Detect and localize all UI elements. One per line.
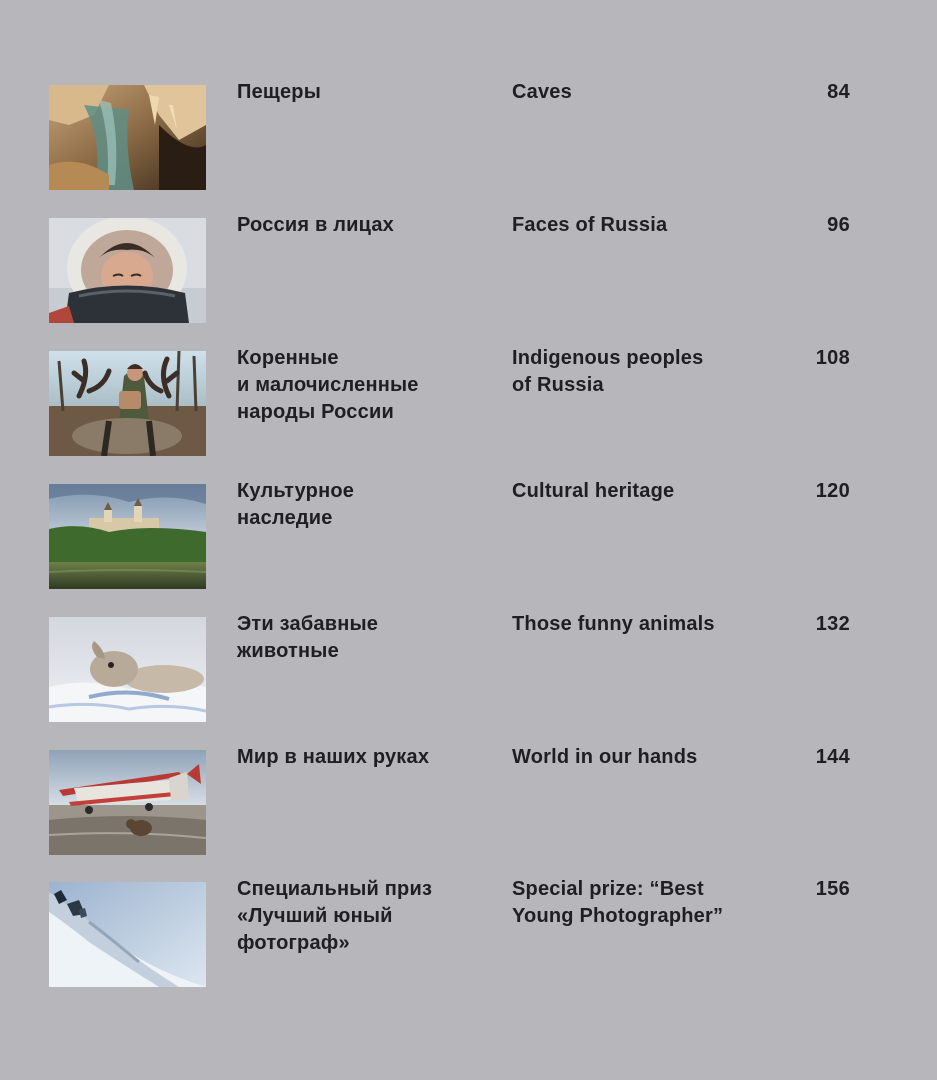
- toc-page-number: 144: [815, 746, 850, 768]
- toc-page-number: 84: [827, 81, 850, 103]
- toc-entry-cultural-heritage[interactable]: [0, 480, 937, 590]
- toc-title-en: Cultural heritage: [512, 480, 675, 502]
- toc-entry-faces-of-russia[interactable]: [0, 214, 937, 324]
- toc-title-ru: Мир в наших руках: [237, 746, 430, 768]
- toc-title-en: World in our hands: [512, 746, 698, 768]
- toc-title-en: Faces of Russia: [512, 214, 668, 236]
- toc-title-ru: Россия в лицах: [237, 214, 394, 236]
- toc-title-ru: Эти забавные животные: [237, 613, 379, 662]
- cave-photo-icon: [49, 85, 206, 190]
- toc-title-en: Caves: [512, 81, 572, 103]
- toc-title-en: Special prize: “Best Young Photographer”: [512, 878, 724, 927]
- toc-page-number: 120: [815, 480, 850, 502]
- snowy-slope-photo-icon: [49, 882, 206, 987]
- toc-page-number: 132: [815, 613, 850, 635]
- toc-title-ru: Специальный приз «Лучший юный фотограф»: [237, 878, 433, 954]
- toc-entry-funny-animals[interactable]: [0, 613, 937, 723]
- toc-page-number: 108: [815, 347, 850, 369]
- hare-in-snow-photo-icon: [49, 617, 206, 722]
- toc-page-number: 156: [815, 878, 850, 900]
- toc-title-en: Those funny animals: [512, 613, 715, 635]
- toc-entry-caves[interactable]: [0, 81, 937, 191]
- toc-entry-special-prize[interactable]: [0, 878, 937, 988]
- monastery-landscape-photo-icon: [49, 484, 206, 589]
- toc-entry-world-in-our-hands[interactable]: [0, 746, 937, 856]
- airplane-and-bear-photo-icon: [49, 750, 206, 855]
- toc-title-ru: Коренные и малочисленные народы России: [237, 347, 419, 423]
- toc-page-number: 96: [827, 214, 850, 236]
- toc-entry-indigenous-peoples[interactable]: [0, 347, 937, 457]
- reindeer-herder-photo-icon: [49, 351, 206, 456]
- toc-title-en: Indigenous peoples of Russia: [512, 347, 704, 396]
- toc-title-ru: Культурное наследие: [237, 480, 355, 529]
- child-portrait-photo-icon: [49, 218, 206, 323]
- toc-title-ru: Пещеры: [237, 81, 321, 103]
